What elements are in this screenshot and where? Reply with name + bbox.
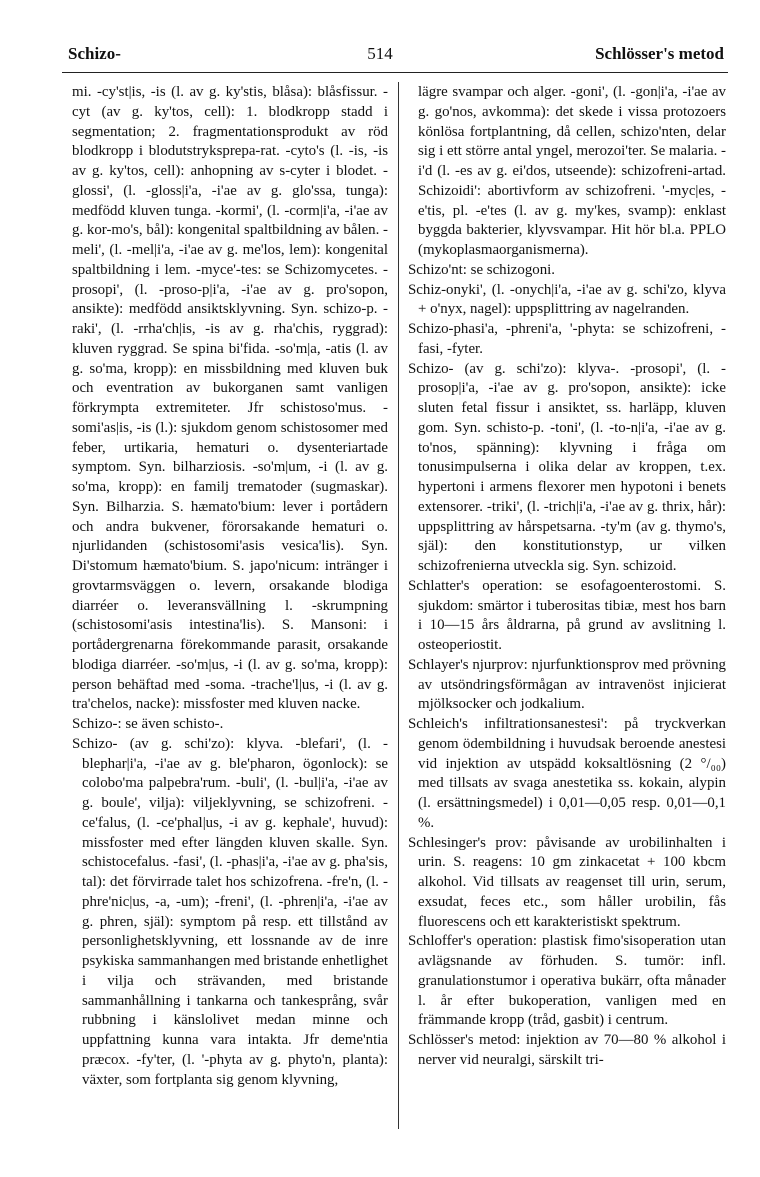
dictionary-entry: mi. -cy'st|is, -is (l. av g. ky'stis, blåsa): blåsfissur. -cyt (av g. ky'tos, cell): 1. blodkropp stadd i segmentation; 2. fragmentationsprodukt av röd blodkropp i blodutstryksprepa-rat. -cyto's (l. -is, -is av g. ky'tos, cell): anhopning av s-cyter i blodet. -glossi', (l. -gloss|i'a, -i'ae av g. glo'ssa, tunga): medfödd kluven tunga. -kormi', (l. -corm|i'a, -i'ae av g. kor-mo's, bål): kongenital spaltbildning av bålen. -meli', (l. -mel|i'a, -i'ae av g. me'los, lem): kongenital spaltbildning i lem. -myce'-tes: se Schizomycetes. -prosopi', (l. -proso-p|i'a, -i'ae av g. pro'sopon, ansikte): medfödd ansiktsklyvning. Syn. schizo-p. -raki', (l. -rrha'ch|is, -is av g. rha'chis, ryggrad): kluven ryggrad. Se spina bi'fida. -so'm|a, -atis (l. av g. so'ma, kropp): en missbildning med kluven buk och eventration av bukorganen samt vanligen förkrympta extremiteter. Jfr schistoso'mus. -somi'as|is, -is (l.): sjukdom genom schistosomer med feber, urtikaria, hematuri o. dysenteriartade symptom. Syn. bilharziosis. -so'm|um, -i (l. av g. so'ma, kropp): en familj trematoder (sugmaskar). Syn. Bilharzia. S. hæmato'bium: lever i portådern och andra bukvener, förorsakande hematuri o. njurlidanden (schistosomi'asis vesica'lis). Syn. Di'stomum hæmato'bium. S. japo'nicum: intränger i grovtarmsväggen o. levern, orsakande blodiga diarréer o. leveransvällning l. -skrumpning (schistosomi'asis intestina'lis). S. Mansoni: i portådergrenarna förekommande parasit, orsakande blodiga diarréer. -so'm|us, -i (l. av g. so'ma, kropp): person behäftad med -soma. -trache'l|us, -i (l. av g. tra'chelos, nacke): missfoster med kluven nacke. — [72, 84, 388, 713]
dictionary-entry: Schleich's infiltrationsanestesi': på tryckverkan genom ödembildning i huvudsak beroende anestesi vid injektion av utspädd koksaltlösning (2 °/₀₀) med tillsats av svaga anestetika ss. kokain, alypin (l. ersättningsmedel) i 0,01—0,05 resp. 0,01—0,1 %. — [408, 716, 726, 831]
left-column — [72, 83, 388, 1090]
dictionary-entry: Schlesinger's prov: påvisande av urobilinhalten i urin. S. reagens: 10 gm zinkacetat + 100 kbcm alkohol. Vid tillsats av reagenset till urin, serum, exsudat, feces etc., som håller urobilin, fås fluorescens och ett karakteristiskt spektrum. — [408, 834, 726, 930]
dictionary-entry: Schizo- (av g. schi'zo): klyva-. -prosopi', (l. -prosop|i'a, -i'ae av g. pro'sopon, ansikte): icke sluten fetal fissur i ansiktet, ss. harläpp, kluven gom. Syn. schisto-p. -toni', (l. -to-n|i'a, -i'ae av g. to'nos, spänning): klyvning i fråga om tonusimpulserna i olika delar av kroppen, t.ex. hypertoni i armens flexorer men hypotoni i benets extensorer. -triki', (l. -trich|i'a, -i'ae av g. thrix, hår): uppsplittring av hårspetsarna. -ty'm (av g. thymo's, själ): den konstitutionstyp, ur vilken schizofrenierna utveckla sig. Syn. schizoid. — [408, 360, 726, 574]
dictionary-entry: Schizo-phasi'a, -phreni'a, '-phyta: se schizofreni, -fasi, -fyter. — [408, 321, 726, 357]
dictionary-entry: Schloffer's operation: plastisk fimo'sisoperation utan avlägsnande av förhuden. S. tumör: infl. granulationstumor i operativa bukärr, ofta månader l. år efter bukoperation, vanligen med en främmande kropp (tråd, gasbit) i centrum. — [408, 933, 726, 1029]
dictionary-entry: Schlayer's njurprov: njurfunktionsprov med prövning av utsöndringsförmågan av intravenöst injicierat mjölksocker och jodkalium. — [408, 656, 726, 713]
right-column — [408, 83, 726, 1071]
dictionary-entry: Schizo- (av g. schi'zo): klyva. -blefari', (l. -blephar|i'a, -i'ae av g. ble'pharon, ögonlock): se colobo'ma palpebra'rum. -buli', (l. -bul|i'a, -i'ae av g. boule', vilja): viljeklyvning, se schizofreni. -ce'falus, (l. -ce'phal|us, -i av g. kephale', huvud): missfoster med efter längden kluven skalle. Syn. schistocefalus. -fasi', (l. -phas|i'a, -i'ae av g. pha'sis, tal): det förvirrade talet hos schizofrena. -fre'n, (l. -phre'nic|us, -a, -um); -freni', (l. -phren|i'a, -i'ae av g. phren, själ): symptom på resp. ett tillstånd av personlighetsklyvning, ett lossnande av de inre psykiska sammanhangen med bristande enhetlighet i vilja och strävanden, med bristande sammanhållning i tankarna och tankesprång, svår rubbning i känslolivet medan minne och uppfattning kunna vara intakta. Jfr deme'ntia præcox. -fy'ter, (l. '-phyta av g. phyto'n, planta): växter, som fortplanta sig genom klyvning, — [72, 735, 389, 1088]
dictionary-entry: Schiz-onyki', (l. -onych|i'a, -i'ae av g. schi'zo, klyva + o'nyx, nagel): uppsplittring av nagelranden. — [408, 281, 726, 318]
dictionary-entry: Schlatter's operation: se esofagoenterostomi. S. sjukdom: smärtor i tuberositas tibiæ, mest hos barn i 10—15 års åldrarna, på grund av avslitning l. osteoperiostit. — [408, 577, 726, 653]
dictionary-entry: Schizo'nt: se schizogoni. — [408, 261, 556, 278]
running-head-right: Schlösser's metod — [595, 44, 724, 63]
dictionary-entry: Schlösser's metod: injektion av 70—80 % alkohol i nerver vid neuralgi, särskilt tri- — [408, 1032, 726, 1068]
running-head-left: Schizo- — [68, 44, 121, 63]
column-divider — [398, 82, 399, 1129]
dictionary-entry: Schizo-: se även schisto-. — [72, 716, 224, 732]
page-number: 514 — [367, 44, 393, 63]
header-rule — [62, 72, 728, 73]
dictionary-entry: lägre svampar och alger. -goni', (l. -gon|i'a, -i'ae av g. go'nos, avkomma): det skede i vissa protozoers könlösa fortplantning, då cellen, schizo'nten, delar sig i ett större antal yngel, merozoi'ter. Se malaria. -i'd (l. -es av g. ei'dos, utseende): schizofreni-artad. Schizoidi': abortivform av schizofreni. '-myc|es, -e'tis, pl. -e'tes (l. av g. my'kes, svamp): enklast byggda bakterier, klyvsvampar. Hit hör bl.a. PPLO (mykoplasmaorganismerna). — [418, 84, 726, 258]
